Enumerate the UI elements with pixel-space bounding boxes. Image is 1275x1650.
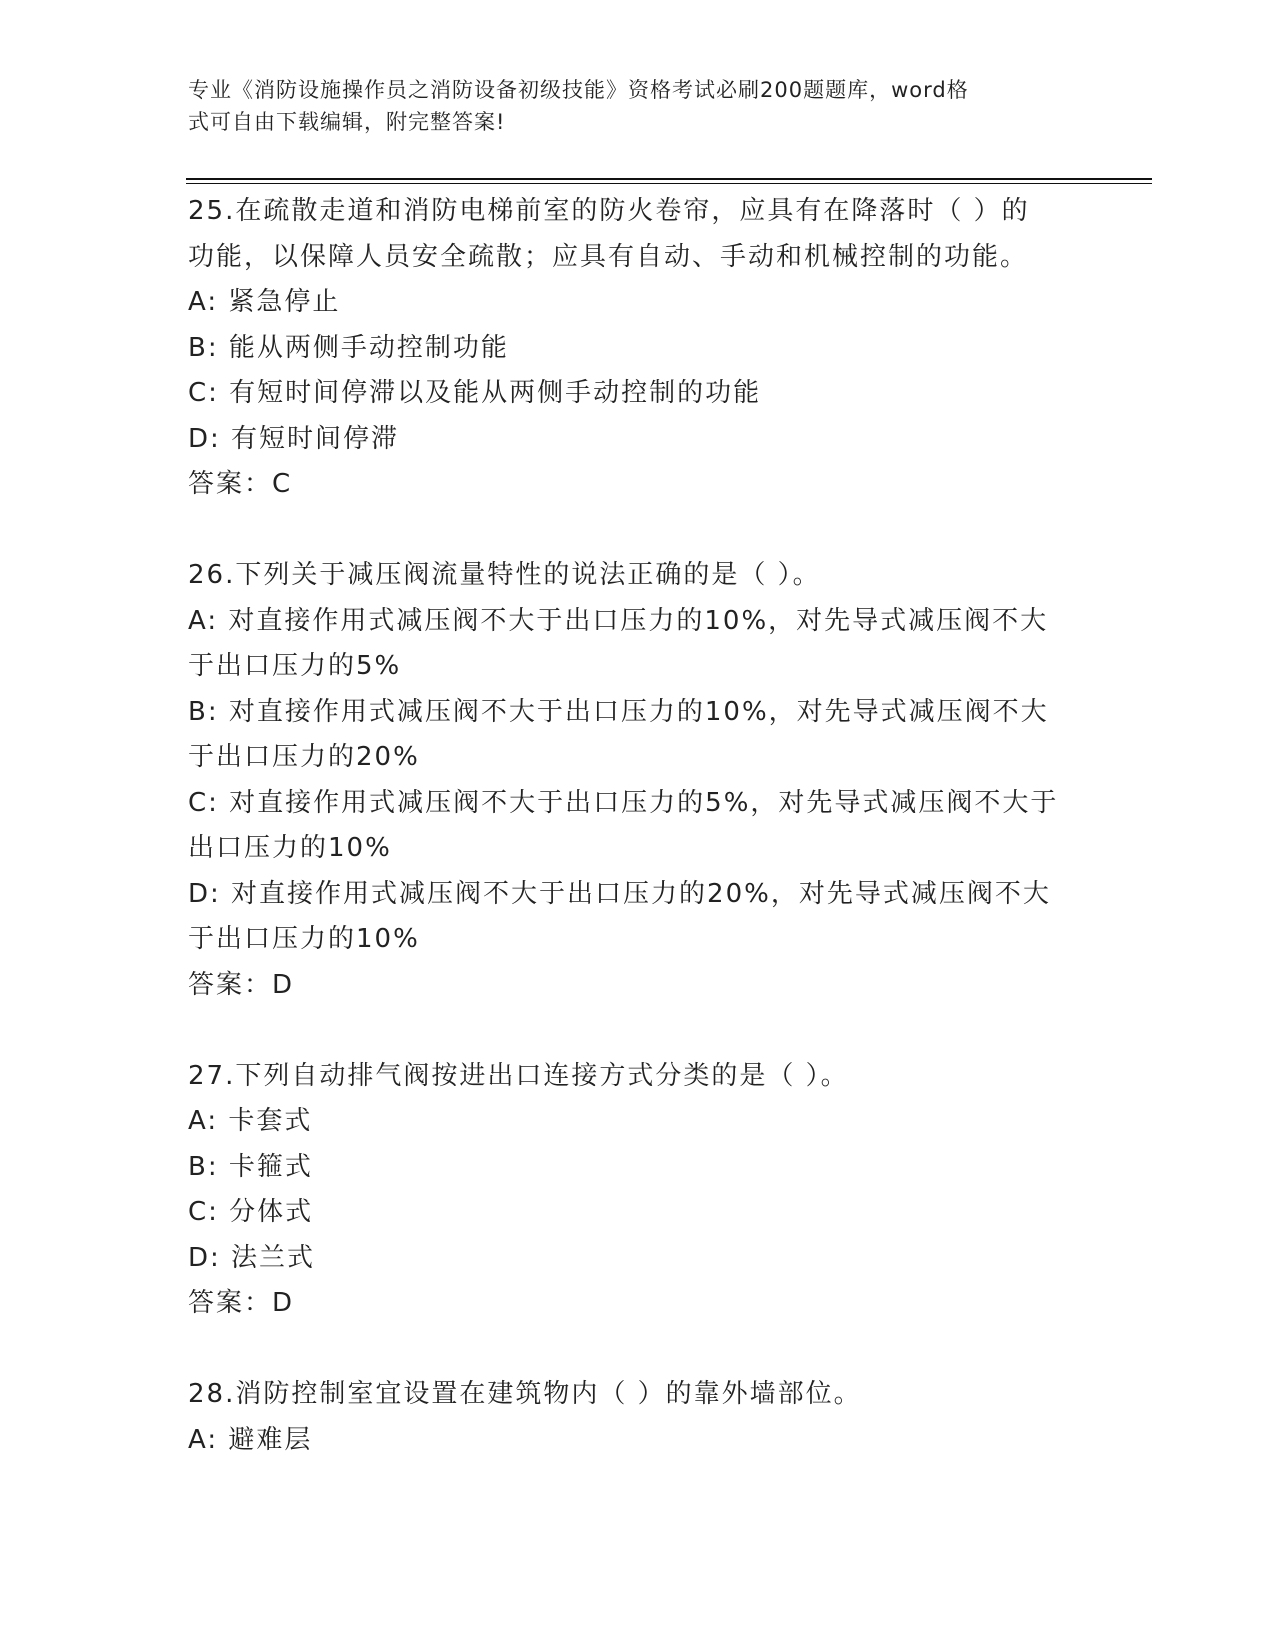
spacer	[188, 508, 1088, 554]
question-stem: 26.下列关于减压阀流量特性的说法正确的是（ ）。	[188, 560, 821, 590]
document-header	[188, 74, 1068, 138]
question-stem: 27.下列自动排气阀按进出口连接方式分类的是（ ）。	[188, 1060, 849, 1091]
answer: 答案：D	[188, 1288, 295, 1318]
option-a-continued: 于出口压力的5%	[188, 651, 402, 681]
option-b: B: 卡箍式	[188, 1151, 313, 1182]
option-c: C: 对直接作用式减压阀不大于出口压力的5%，对先导式减压阀不大于	[188, 787, 1059, 818]
option-d: D: 法兰式	[188, 1242, 316, 1273]
option-c-continued: 出口压力的10%	[188, 833, 392, 863]
question-25	[188, 189, 1088, 508]
spacer	[188, 1327, 1088, 1373]
question-stem: 28.消防控制室宜设置在建筑物内（ ）的靠外墙部位。	[188, 1379, 862, 1409]
question-stem: 25.在疏散走道和消防电梯前室的防火卷帘，应具有在降落时（ ）的	[188, 196, 1030, 226]
answer: 答案：C	[188, 469, 293, 499]
question-list	[188, 189, 1088, 1463]
question-stem: 功能，以保障人员安全疏散；应具有自动、手动和机械控制的功能。	[188, 241, 1029, 272]
header-divider-thin	[186, 183, 1152, 184]
answer: 答案：D	[188, 969, 295, 1000]
option-a: A: 卡套式	[188, 1106, 313, 1136]
question-27	[188, 1054, 1088, 1327]
spacer	[188, 1008, 1088, 1054]
header-divider-thick	[186, 178, 1152, 180]
header-line-1: 专业《消防设施操作员之消防设备初级技能》资格考试必刷200题题库，word格	[188, 78, 969, 102]
option-d: D: 对直接作用式减压阀不大于出口压力的20%，对先导式减压阀不大	[188, 878, 1051, 909]
option-c: C: 有短时间停滞以及能从两侧手动控制的功能	[188, 378, 762, 408]
option-a: A: 对直接作用式减压阀不大于出口压力的10%，对先导式减压阀不大	[188, 605, 1049, 636]
option-c: C: 分体式	[188, 1197, 314, 1227]
question-28	[188, 1372, 1088, 1463]
option-a: A: 紧急停止	[188, 287, 341, 317]
question-26	[188, 553, 1088, 1008]
option-b: B: 对直接作用式减压阀不大于出口压力的10%，对先导式减压阀不大	[188, 696, 1049, 727]
option-d-continued: 于出口压力的10%	[188, 924, 420, 954]
option-d: D: 有短时间停滞	[188, 423, 400, 454]
header-line-2: 式可自由下载编辑，附完整答案!	[188, 110, 506, 134]
option-b-continued: 于出口压力的20%	[188, 742, 420, 772]
option-a: A: 避难层	[188, 1424, 313, 1455]
option-b: B: 能从两侧手动控制功能	[188, 332, 509, 363]
